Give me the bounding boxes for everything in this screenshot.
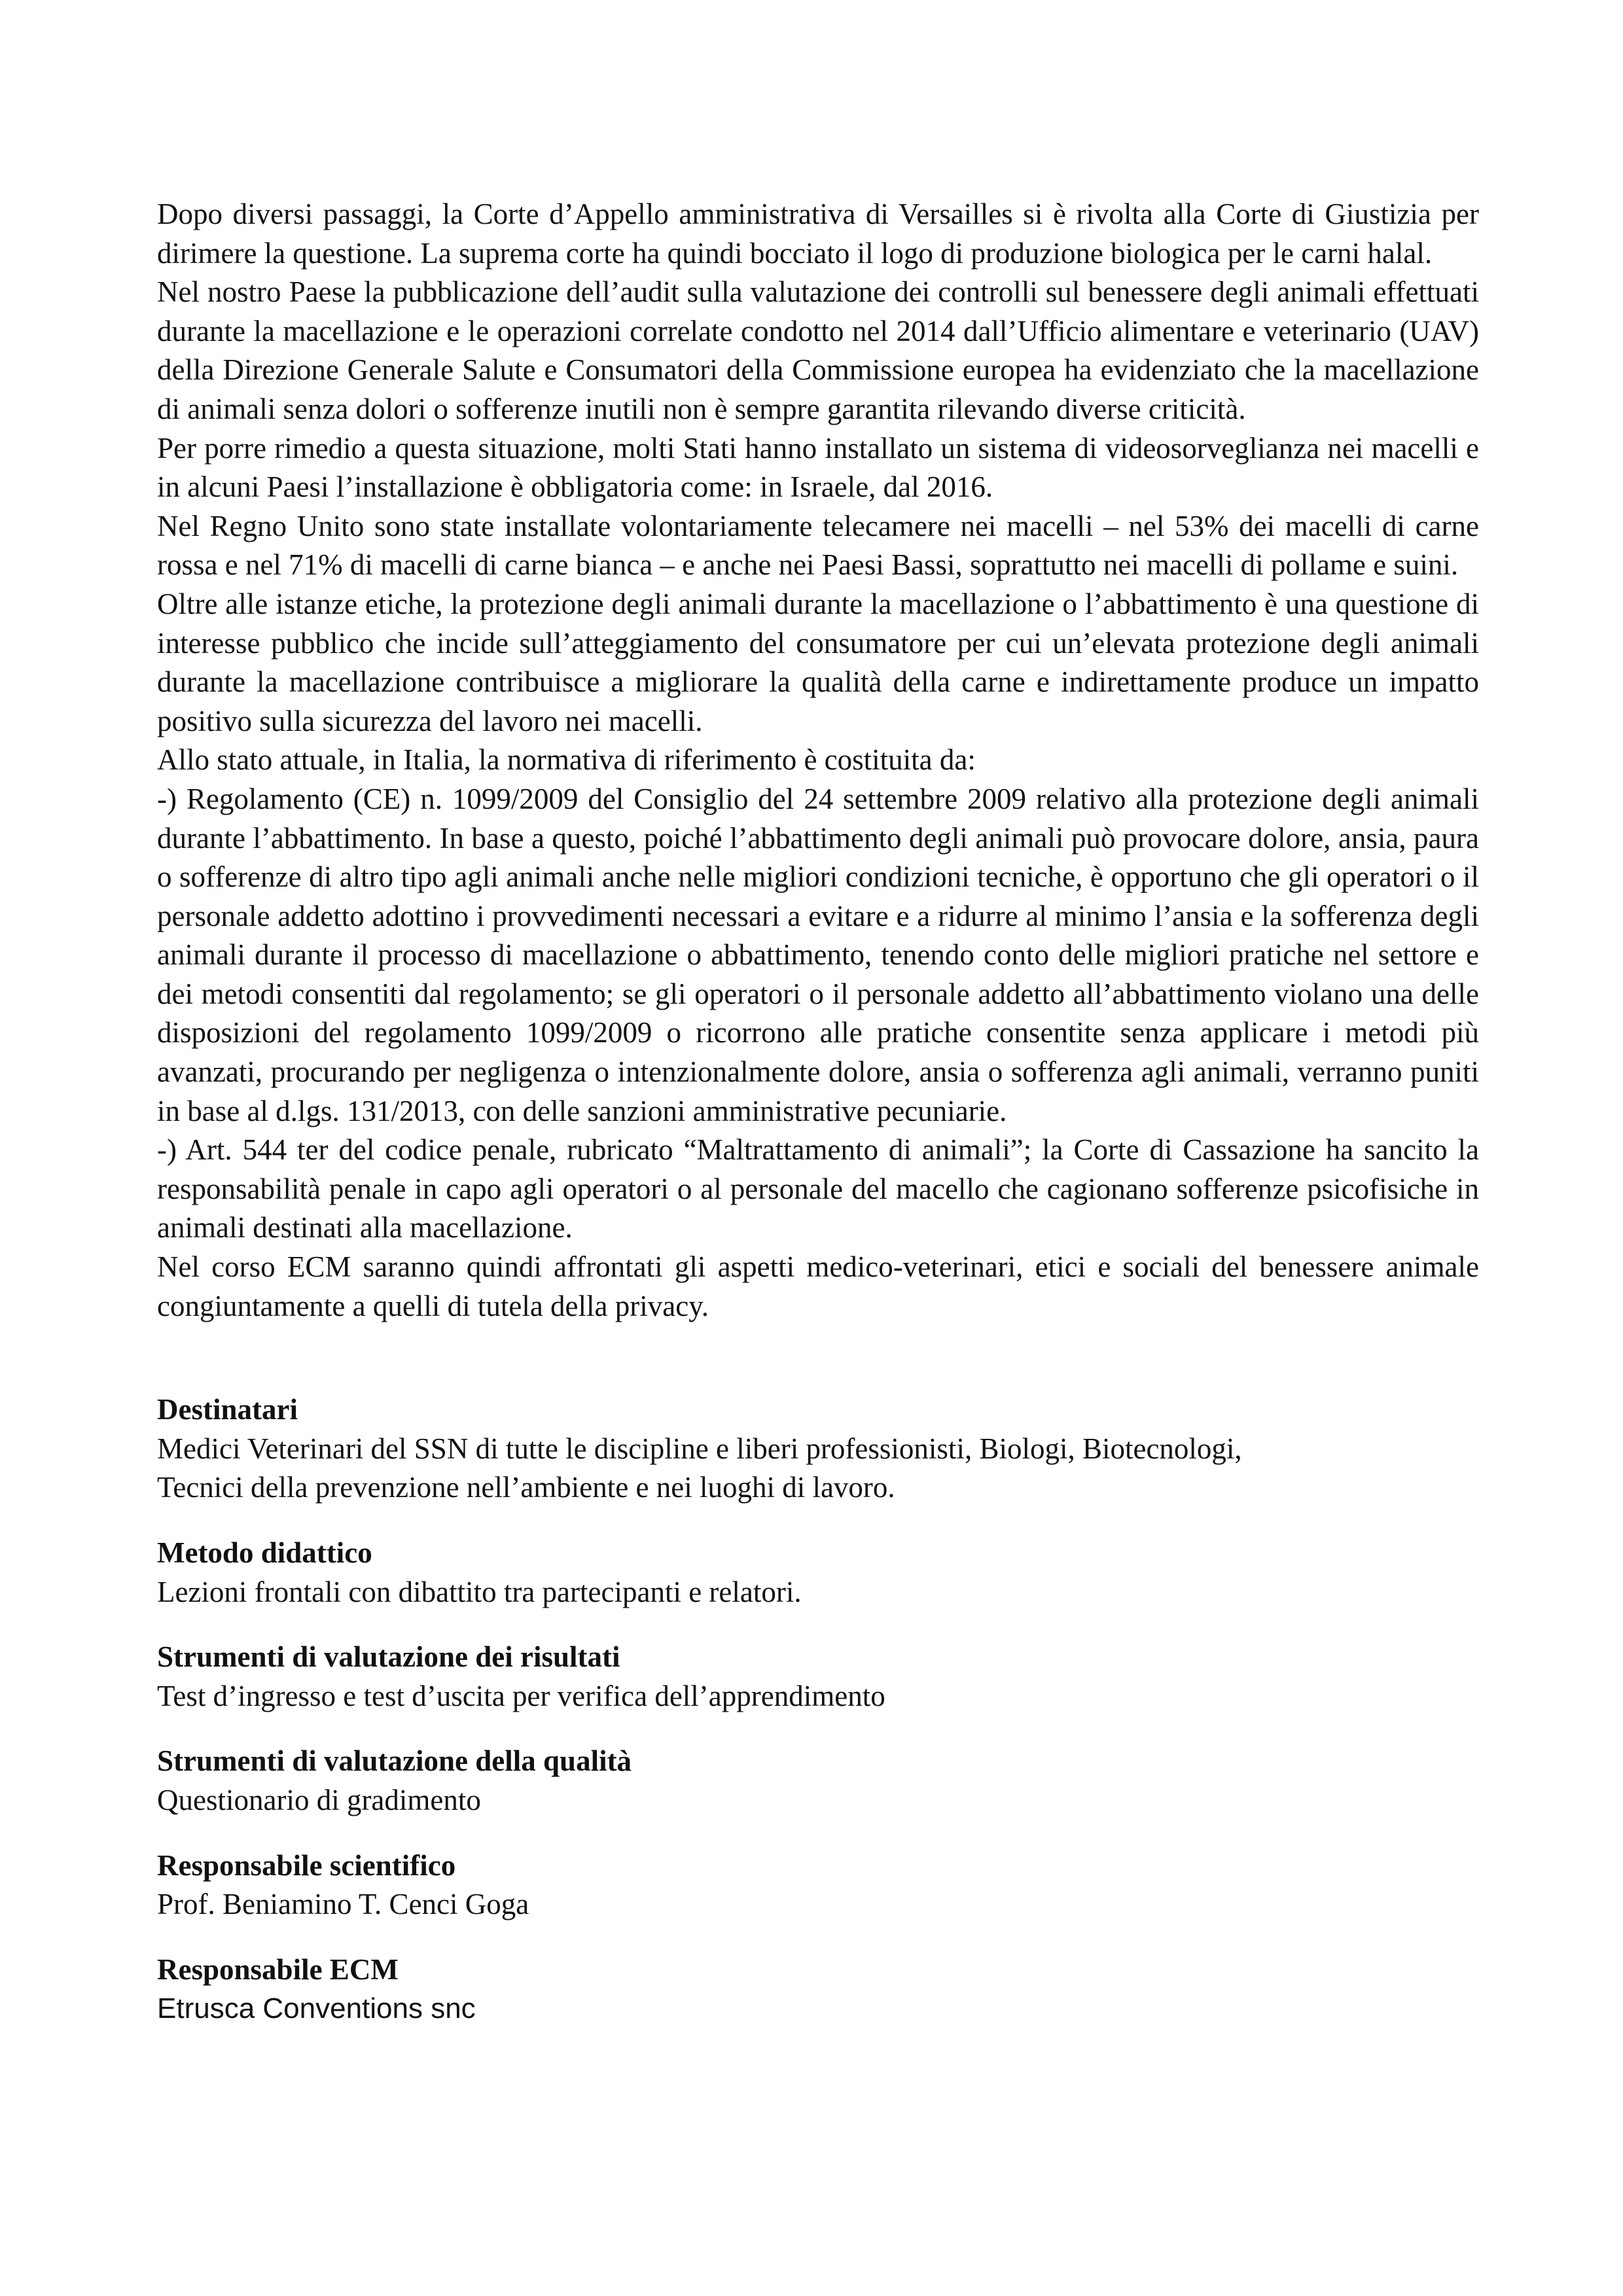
section-heading: Responsabile ECM: [157, 1952, 399, 1986]
paragraph-normativa: Allo stato attuale, in Italia, la normativa di riferimento è costituita da:: [157, 743, 976, 777]
paragraph-istanze-etiche: Oltre alle istanze etiche, la protezione degli animali durante la macellazione o l’abbattimento è una questione di interesse pubblico che incide sull’atteggiamento del consumatore per cui un’elevata protezione degli animali durante la macellazione contribuisce a migliorare la qualità della carne e indirettamente produce un impatto positivo sulla sicurezza del lavoro nei macelli.: [157, 587, 1479, 737]
section-text: Questionario di gradimento: [157, 1783, 481, 1816]
section-metodo-didattico: [157, 1534, 1479, 1612]
section-text: Medici Veterinari del SSN di tutte le discipline e liberi professionisti, Biologi, Biotecnologi,: [157, 1432, 1242, 1465]
section-heading: Destinatari: [157, 1393, 298, 1426]
section-heading: Strumenti di valutazione dei risultati: [157, 1640, 620, 1674]
paragraph-regno-unito: Nel Regno Unito sono state installate volontariamente telecamere nei macelli – nel 53% dei macelli di carne rossa e nel 71% di macelli di carne bianca – e anche nei Paesi Bassi, soprattutto nei macelli di pollame e suini.: [157, 509, 1479, 582]
paragraph-audit: Nel nostro Paese la pubblicazione dell’audit sulla valutazione dei controlli sul benessere degli animali effettuati durante la macellazione e le operazioni correlate condotto nel 2014 dall’Ufficio alimentare e veterinario (UAV) della Direzione Generale Salute e Consumatori della Commissione europea ha evidenziato che la macellazione di animali senza dolori o sofferenze inutili non è sempre garantita rilevando diverse criticità.: [157, 275, 1479, 425]
section-valutazione-risultati: [157, 1638, 1479, 1716]
paragraph-corso-ecm: Nel corso ECM saranno quindi affrontati gli aspetti medico-veterinari, etici e sociali del benessere animale congiuntamente a quelli di tutela della privacy.: [157, 1250, 1479, 1322]
section-heading: Metodo didattico: [157, 1536, 372, 1569]
body-text: [157, 195, 1479, 1326]
section-responsabile-ecm: [157, 1951, 1479, 2028]
section-text: Lezioni frontali con dibattito tra partecipanti e relatori.: [157, 1575, 802, 1608]
section-text: Prof. Beniamino T. Cenci Goga: [157, 1888, 529, 1921]
section-heading: Responsabile scientifico: [157, 1848, 456, 1882]
paragraph-videosorveglianza: Per porre rimedio a questa situazione, molti Stati hanno installato un sistema di videosorveglianza nei macelli e in alcuni Paesi l’installazione è obbligatoria come: in Israele, dal 2016.: [157, 431, 1479, 504]
document-page: [157, 195, 1479, 2028]
section-responsabile-scientifico: [157, 1846, 1479, 1924]
section-heading: Strumenti di valutazione della qualità: [157, 1744, 632, 1778]
paragraph-versailles: Dopo diversi passaggi, la Corte d’Appello amministrativa di Versailles si è rivolta alla Corte di Giustizia per dirimere la questione. La suprema corte ha quindi bocciato il logo di produzione biologica per le carni halal.: [157, 198, 1479, 270]
section-text: Etrusca Conventions snc: [157, 1992, 476, 2025]
paragraph-codice-penale: -) Art. 544 ter del codice penale, rubricato “Maltrattamento di animali”; la Corte di Cassazione ha sancito la responsabilità penale in capo agli operatori o al personale del macello che cagionano sofferenze psicofisiche in animali destinati alla macellazione.: [157, 1133, 1479, 1245]
section-valutazione-qualita: [157, 1742, 1479, 1820]
section-text: Test d’ingresso e test d’uscita per verifica dell’apprendimento: [157, 1679, 885, 1712]
section-text: Tecnici della prevenzione nell’ambiente e nei luoghi di lavoro.: [157, 1471, 895, 1504]
section-destinatari: [157, 1390, 1479, 1508]
paragraph-regolamento-ce: -) Regolamento (CE) n. 1099/2009 del Consiglio del 24 settembre 2009 relativo alla protezione degli animali durante l’abbattimento. In base a questo, poiché l’abbattimento degli animali può provocare dolore, ansia, paura o sofferenze di altro tipo agli animali anche nelle migliori condizioni tecniche, è opportuno che gli operatori o il personale addetto adottino i provvedimenti necessari a evitare e a ridurre al minimo l’ansia e la sofferenza degli animali durante il processo di macellazione o abbattimento, tenendo conto delle migliori pratiche nel settore e dei metodi consentiti dal regolamento; se gli operatori o il personale addetto all’abbattimento violano una delle disposizioni del regolamento 1099/2009 o ricorrono alle pratiche consentite senza applicare i metodi più avanzati, procurando per negligenza o intenzionalmente dolore, ansia o sofferenza agli animali, verranno puniti in base al d.lgs. 131/2013, con delle sanzioni amministrative pecuniarie.: [157, 782, 1479, 1127]
